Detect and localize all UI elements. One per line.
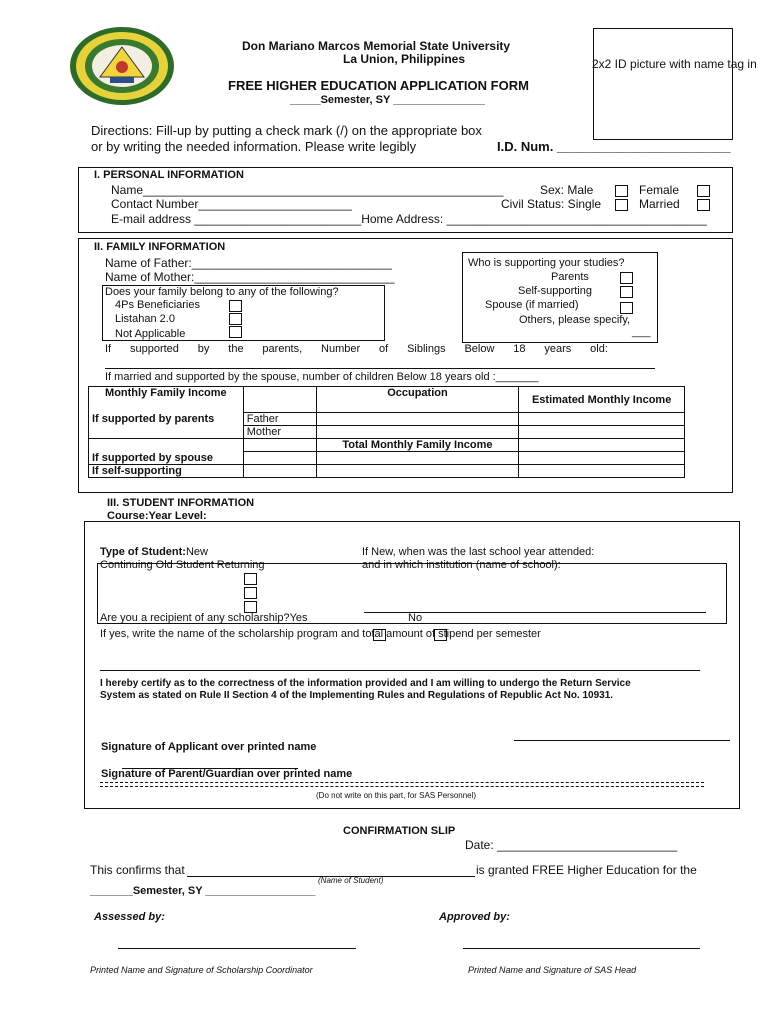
siblings-word: years [544,343,572,355]
support-spouse-label: Spouse (if married) [485,299,579,311]
type-new-checkbox[interactable] [244,573,257,585]
self-occupation-cell[interactable] [316,465,519,478]
directions-line-2: or by writing the needed information. Please write legibly [91,139,417,154]
siblings-word: If [105,343,112,355]
certification-line-2: System as stated on Rule II Section 4 of the Implementing Rules and Regulations of Republic Act No. 10931. [100,690,614,701]
siblings-word: the [228,343,244,355]
scholarship-answer-line[interactable] [100,670,700,671]
mother-name-field[interactable]: Name of Mother:______________________________ [105,270,395,284]
support-parents-label: Parents [551,271,589,283]
confirms-text-end: is granted FREE Higher Education for the [476,863,697,877]
option-listahan-label: Listahan 2.0 [115,313,175,325]
col-occupation: Occupation [316,387,519,413]
row-father: Father [243,413,316,426]
type-of-student [100,546,208,558]
sex-female-checkbox[interactable] [697,185,710,197]
scholarship-yes-label: Yes [289,612,308,624]
belong-question: Does your family belong to any of the following? [105,286,339,298]
father-income-cell[interactable] [519,413,685,426]
siblings-question [105,343,608,355]
siblings-word: of [379,343,389,355]
sex-male-checkbox[interactable] [615,185,628,197]
civil-married-label: Married [639,197,680,211]
support-spouse-checkbox[interactable] [620,302,633,314]
row-self-supporting: If self-supporting [89,465,244,478]
col-monthly-income: Monthly Family Income [89,387,244,413]
parent-signature-label: Signature of Parent/Guardian over printed name [101,768,353,780]
confirmation-semester-line[interactable]: _______Semester, SY __________________ [90,885,316,897]
confirmation-slip-title: CONFIRMATION SLIP [343,825,456,837]
id-photo-box[interactable] [593,28,733,140]
siblings-word: Below [464,343,495,355]
assessed-by-label: Assessed by: [94,911,165,923]
form-title: FREE HIGHER EDUCATION APPLICATION FORM [228,78,529,93]
civil-single-checkbox[interactable] [615,199,628,211]
new-institution-question: and in which institution (name of school): [362,559,561,571]
scholarship-details-question: If yes, write the name of the scholarship program and total amount of stipend per semester [100,628,541,640]
applicant-signature-line[interactable] [514,740,730,741]
name-of-student-caption: (Name of Student) [318,876,384,885]
table-cell [243,439,316,452]
directions-line-1: Directions: Fill-up by putting a check mark (/) on the appropriate box [91,123,482,138]
applicant-signature-label: Signature of Applicant over printed name [101,741,317,753]
mother-income-cell[interactable] [519,426,685,439]
scholarship-question [100,612,308,624]
scholarship-yes-checkbox[interactable] [373,629,386,641]
option-4ps-checkbox[interactable] [229,300,242,312]
family-heading: II. FAMILY INFORMATION [94,241,226,253]
personal-heading: I. PERSONAL INFORMATION [94,169,244,181]
family-income-table [88,386,685,478]
mother-occupation-cell[interactable] [316,426,519,439]
total-family-income-label: Total Monthly Family Income [316,439,519,452]
siblings-word: by [197,343,210,355]
row-supported-by-spouse: If supported by spouse [89,452,244,465]
scholarship-no-label: No [408,612,423,624]
table-cell[interactable] [243,387,316,413]
total-family-income-cell[interactable] [519,439,685,452]
confirmation-date-field[interactable]: Date: ___________________________ [465,838,678,852]
semester-sy-line[interactable]: _____Semester, SY _______________ [290,94,485,106]
option-not-applicable-checkbox[interactable] [229,326,242,338]
support-question: Who is supporting your studies? [468,257,625,269]
cut-divider [100,782,704,787]
spouse-occupation-cell[interactable] [316,452,519,465]
support-others-label: Others, please specify, [519,314,631,326]
siblings-word: Number [321,343,361,355]
sas-head-signature-caption: Printed Name and Signature of SAS Head [468,965,637,975]
type-new-label: New [185,546,208,558]
siblings-word: parents, [262,343,303,355]
contact-number-field[interactable]: Contact Number_______________________ [111,197,352,211]
approved-by-label: Approved by: [439,911,510,923]
id-photo-caption: 2x2 ID picture with name tag in [592,57,757,71]
civil-married-checkbox[interactable] [697,199,710,211]
certification-line-1: I hereby certify as to the correctness of the information provided and I am willing to undergo the Return Service [100,678,631,689]
siblings-word: supported [129,343,179,355]
self-income-cell[interactable] [519,465,685,478]
support-others-line[interactable]: ___ [632,326,651,338]
type-continuing-checkbox[interactable] [244,587,257,599]
scholarship-question-text: Are you a recipient of any scholarship? [100,612,290,624]
university-location: La Union, Philippines [343,52,466,66]
option-listahan-checkbox[interactable] [229,313,242,325]
siblings-answer-line[interactable] [105,368,655,369]
coordinator-signature-line[interactable] [118,948,356,949]
spouse-income-cell[interactable] [519,452,685,465]
col-estimated-income: Estimated Monthly Income [519,387,685,413]
sas-head-signature-line[interactable] [463,948,700,949]
option-not-applicable-label: Not Applicable [115,328,186,340]
row-mother: Mother [243,426,316,439]
student-heading: III. STUDENT INFORMATION [107,497,255,509]
course-year-level[interactable]: Course:Year Level: [107,510,207,522]
new-last-year-question: If New, when was the last school year attended: [362,546,595,558]
self-cell[interactable] [243,465,316,478]
university-seal-logo [68,25,176,107]
scholarship-no-checkbox[interactable] [434,629,447,641]
support-self-label: Self-supporting [518,285,592,297]
civil-single-label: Civil Status: Single [501,197,602,211]
support-parents-checkbox[interactable] [620,272,633,284]
type-of-student-label: Type of Student: [100,546,186,558]
table-cell [89,439,244,452]
id-number-field[interactable]: I.D. Num. ________________________ [497,139,731,154]
university-name: Don Mariano Marcos Memorial State University [242,39,511,53]
email-home-address-field[interactable]: E-mail address _________________________Home Address: _______________________________________ [111,212,707,226]
father-occupation-cell[interactable] [316,413,519,426]
sas-personnel-note: (Do not write on this part, for SAS Personnel) [316,791,477,800]
father-name-field[interactable]: Name of Father:______________________________ [105,256,392,270]
sex-female-label: Female [639,183,680,197]
siblings-word: old: [590,343,608,355]
support-self-checkbox[interactable] [620,286,633,298]
type-continuing-label: Continuing Old Student Returning [100,559,265,571]
siblings-word: Siblings [407,343,446,355]
sex-male-label: Sex: Male [540,183,594,197]
siblings-word: 18 [513,343,526,355]
spouse-cell[interactable] [243,452,316,465]
name-field[interactable]: Name______________________________________________________ [111,183,504,197]
confirms-text-start: This confirms that [90,863,185,877]
spouse-children-question[interactable]: If married and supported by the spouse, number of children Below 18 years old :_______ [105,371,539,383]
row-supported-by-parents: If supported by parents [89,413,244,439]
option-4ps-label: 4Ps Beneficiaries [115,299,200,311]
coordinator-signature-caption: Printed Name and Signature of Scholarship Coordinator [90,965,313,975]
